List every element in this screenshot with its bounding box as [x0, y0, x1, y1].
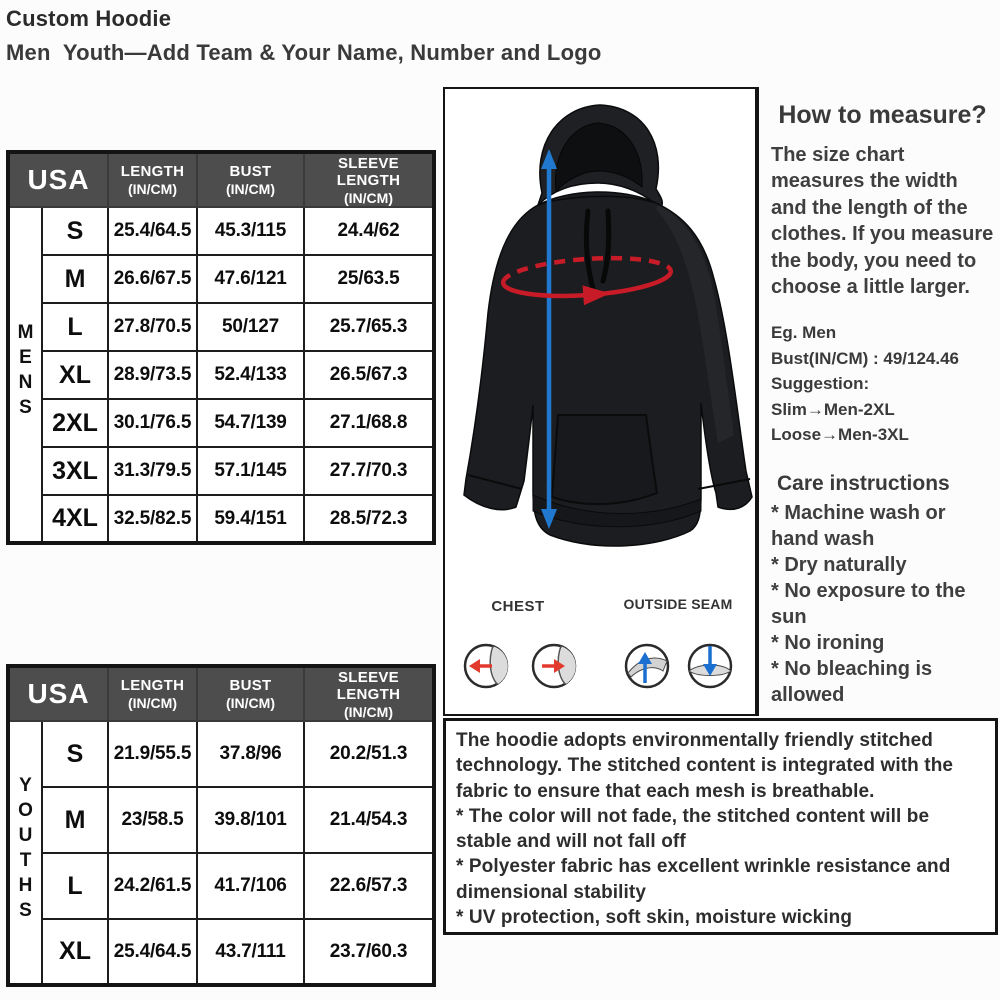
youths-group-label: YOUTHS [8, 721, 42, 985]
example-line: Slim→Men-2XL [771, 399, 895, 419]
page-title: Custom Hoodie [6, 6, 172, 31]
mens-bust-header: BUST (IN/CM) [197, 152, 304, 207]
care-item: * Dry naturally [771, 553, 907, 576]
youths-bust-header: BUST (IN/CM) [197, 666, 304, 721]
chest-label: CHEST [491, 598, 545, 615]
chest-arrow-left-icon [465, 645, 508, 687]
mens-sleeve-header: SLEEVE LENGTH (IN/CM) [304, 152, 434, 207]
mens-group-label: MENS [8, 207, 42, 543]
table-row: YOUTHS S 21.9/55.5 37.8/96 20.2/51.3 [8, 721, 434, 787]
youths-length-header: LENGTH (IN/CM) [108, 666, 197, 721]
mens-table-header-row [8, 152, 434, 207]
example-line: Suggestion: [771, 374, 870, 394]
table-row: XL 28.9/73.5 52.4/133 26.5/67.3 [8, 351, 434, 399]
youths-size-table [6, 664, 436, 987]
table-row: L 27.8/70.5 50/127 25.7/65.3 [8, 303, 434, 351]
how-to-measure-panel [757, 87, 1000, 716]
youths-usa-header: USA [8, 666, 108, 721]
product-detail: * Polyester fabric has excellent wrinkle resistance and dimensional stability [456, 856, 951, 903]
care-instructions-heading: Care instructions [777, 471, 950, 495]
example-line: Bust(IN/CM) : 49/124.46 [771, 348, 959, 368]
measure-icons [446, 632, 754, 704]
mens-size-table [6, 150, 436, 545]
size-example-block [771, 320, 996, 448]
example-line: Eg. Men [771, 323, 837, 343]
table-row: 4XL 32.5/82.5 59.4/151 28.5/72.3 [8, 495, 434, 543]
page-subtitle: Men Youth—Add Team & Your Name, Number and Logo [6, 40, 602, 65]
youths-sleeve-header: SLEEVE LENGTH (IN/CM) [304, 666, 434, 721]
how-to-measure-heading: How to measure? [778, 101, 987, 129]
measure-paragraph: The size chart measures the width and the length of the clothes. If you measure the body, you need to choose a little larger. [771, 144, 994, 298]
youths-table-header-row [8, 666, 434, 721]
product-detail: * UV protection, soft skin, moisture wicking [456, 906, 853, 928]
product-detail: The hoodie adopts environmentally friendly stitched technology. The stitched content is integrated with the fabric to ensure that each mesh is breathable. [456, 730, 954, 802]
table-row: 2XL 30.1/76.5 54.7/139 27.1/68.8 [8, 399, 434, 447]
product-detail: * The color will not fade, the stitched content will be stable and will not fall off [456, 805, 930, 853]
table-row: 3XL 31.3/79.5 57.1/145 27.7/70.3 [8, 447, 434, 495]
outside-seam-label: OUTSIDE SEAM [623, 596, 733, 612]
table-row: L 24.2/61.5 41.7/106 22.6/57.3 [8, 853, 434, 919]
seam-arrow-down-icon [689, 645, 731, 687]
mens-length-header: LENGTH (IN/CM) [108, 152, 197, 207]
care-item: * Machine wash or hand wash [771, 501, 946, 550]
table-row: M 23/58.5 39.8/101 21.4/54.3 [8, 787, 434, 853]
example-line: Loose→Men-3XL [771, 425, 909, 445]
care-item: * No exposure to the sun [771, 579, 966, 628]
hoodie-measure-panel [443, 87, 757, 716]
hoodie-image [446, 91, 754, 591]
care-item: * No bleaching is allowed [771, 657, 933, 706]
product-details-box [443, 718, 998, 935]
table-row: MENS S 25.4/64.5 45.3/115 24.4/62 [8, 207, 434, 255]
table-row: M 26.6/67.5 47.6/121 25/63.5 [8, 255, 434, 303]
mens-usa-header: USA [8, 152, 108, 207]
seam-arrow-up-icon [626, 645, 668, 687]
table-row: XL 25.4/64.5 43.7/111 23.7/60.3 [8, 919, 434, 985]
chest-arrow-right-icon [533, 645, 576, 687]
care-instructions-list [771, 500, 998, 708]
care-item: * No ironing [771, 631, 885, 654]
